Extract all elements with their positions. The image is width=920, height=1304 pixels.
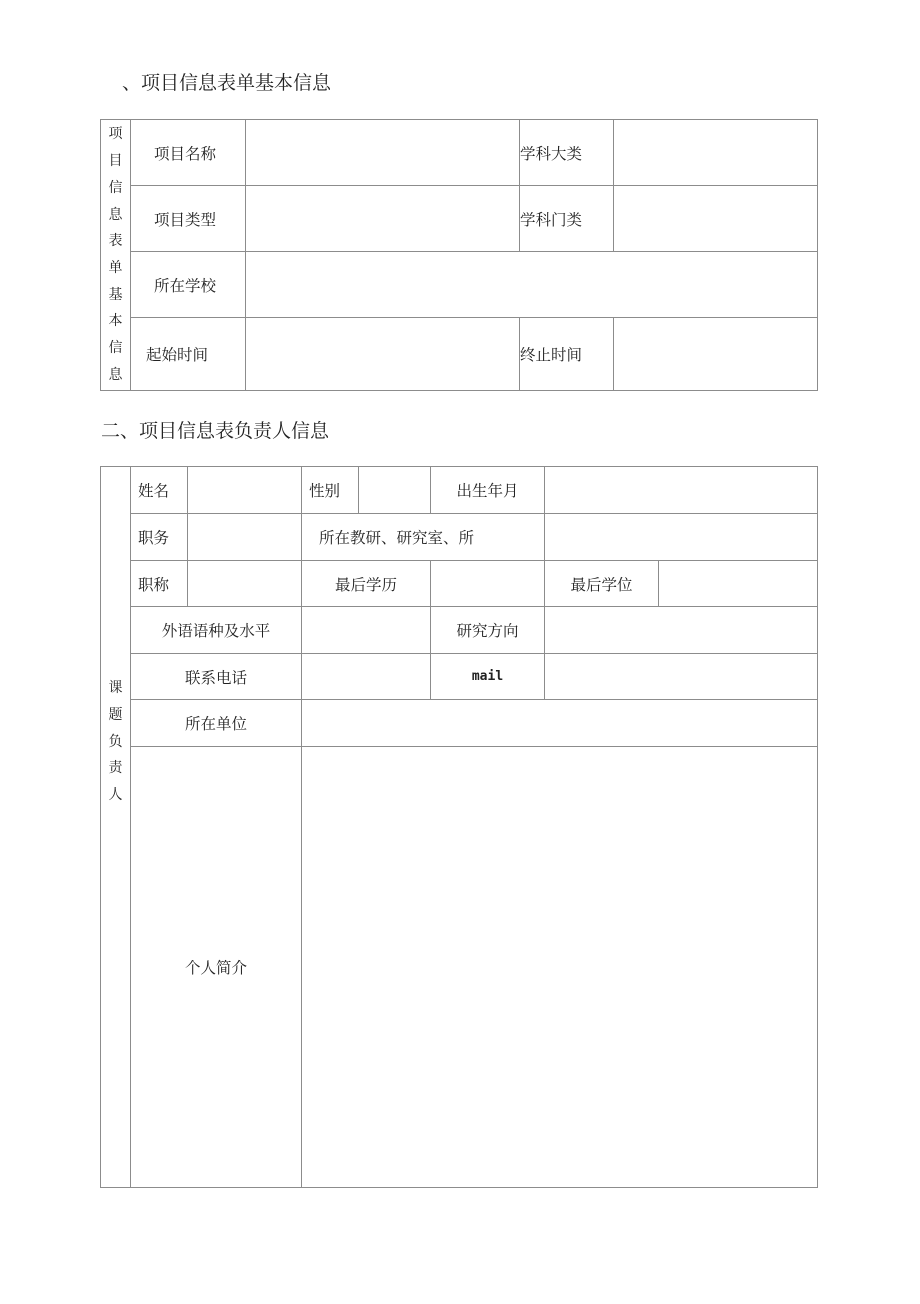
end-time-label: 终止时间 (520, 318, 614, 391)
education-label: 最后学历 (302, 561, 431, 607)
section1-heading: 、项目信息表单基本信息 (122, 72, 332, 94)
project-name-field[interactable] (246, 120, 520, 186)
start-time-field[interactable] (246, 318, 520, 391)
unit-label: 所在单位 (131, 700, 302, 747)
name-label: 姓名 (131, 467, 188, 514)
language-field[interactable] (302, 607, 431, 654)
project-type-field[interactable] (246, 186, 520, 252)
education-field[interactable] (431, 561, 545, 607)
email-label: mail (431, 654, 545, 700)
gender-label: 性别 (302, 467, 359, 514)
research-label: 研究方向 (431, 607, 545, 654)
position-label: 职务 (131, 514, 188, 561)
start-time-label: 起始时间 (131, 318, 246, 391)
dept-field[interactable] (545, 514, 818, 561)
basic-info-table (100, 119, 818, 391)
title-label: 职称 (131, 561, 188, 607)
degree-field[interactable] (659, 561, 818, 607)
bio-field[interactable] (302, 747, 818, 1188)
leader-info-table (100, 466, 818, 1188)
birth-label: 出生年月 (431, 467, 545, 514)
school-field[interactable] (246, 252, 818, 318)
email-field[interactable] (545, 654, 818, 700)
project-name-label: 项目名称 (131, 120, 246, 186)
phone-label: 联系电话 (131, 654, 302, 700)
position-field[interactable] (188, 514, 302, 561)
school-label: 所在学校 (131, 252, 246, 318)
language-label: 外语语种及水平 (131, 607, 302, 654)
degree-label: 最后学位 (545, 561, 659, 607)
discipline-field-label: 学科门类 (520, 186, 614, 252)
gender-field[interactable] (359, 467, 431, 514)
discipline-category-label: 学科大类 (520, 120, 614, 186)
unit-field[interactable] (302, 700, 818, 747)
discipline-field-field[interactable] (614, 186, 818, 252)
name-field[interactable] (188, 467, 302, 514)
leader-side-label: 课 题 负 责 人 (101, 467, 131, 1188)
project-type-label: 项目类型 (131, 186, 246, 252)
bio-label: 个人简介 (131, 747, 302, 1188)
end-time-field[interactable] (614, 318, 818, 391)
discipline-category-field[interactable] (614, 120, 818, 186)
title-field[interactable] (188, 561, 302, 607)
phone-field[interactable] (302, 654, 431, 700)
basic-info-side-label: 项 目 信 息 表 单 基 本 信 息 (101, 120, 131, 391)
section2-heading: 二、项目信息表负责人信息 (101, 420, 330, 442)
birth-field[interactable] (545, 467, 818, 514)
research-field[interactable] (545, 607, 818, 654)
dept-label: 所在教研、研究室、所 (302, 514, 545, 561)
